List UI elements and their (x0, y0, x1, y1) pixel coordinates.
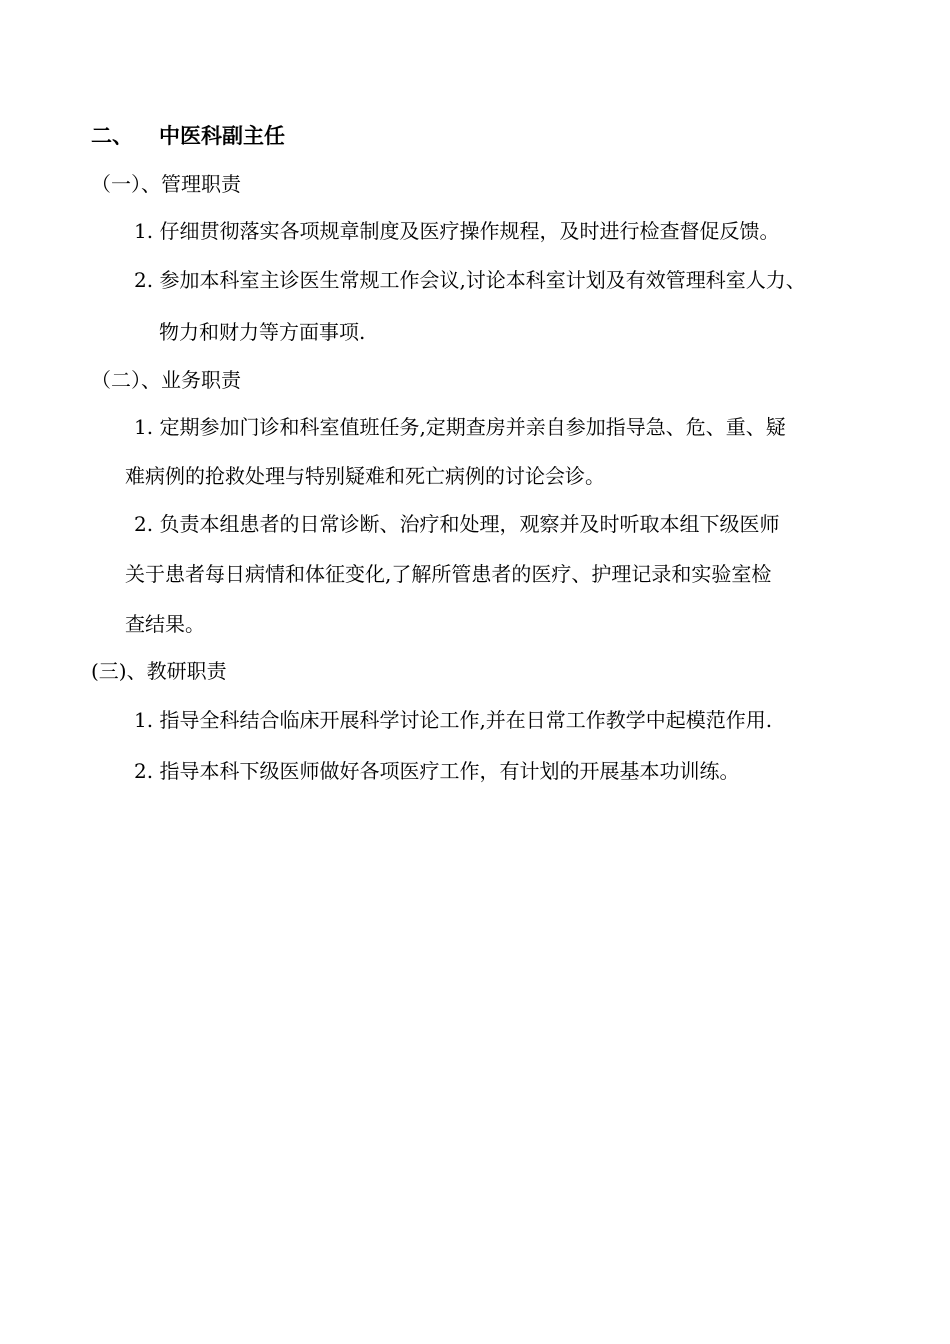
teaching-item-1: 1. 指导全科结合临床开展科学讨论工作,并在日常工作教学中起模范作用. (134, 708, 773, 732)
business-item-2: 2. 负责本组患者的日常诊断、治疗和处理，观察并及时听取本组下级医师 (134, 512, 780, 536)
business-item-2-cont-1: 关于患者每日病情和体征变化,了解所管患者的医疗、护理记录和实验室检 (125, 562, 772, 586)
business-item-2-cont-2: 查结果。 (125, 612, 205, 636)
subsection-title-teaching: (三)、教研职责 (91, 659, 227, 683)
business-item-1: 1. 定期参加门诊和科室值班任务,定期查房并亲自参加指导急、危、重、疑 (134, 415, 786, 439)
management-item-2-cont: 物力和财力等方面事项. (159, 320, 366, 344)
management-item-1: 1. 仔细贯彻落实各项规章制度及医疗操作规程，及时进行检查督促反馈。 (134, 219, 780, 243)
section-heading (91, 124, 285, 148)
management-item-2: 2. 参加本科室主诊医生常规工作会议,讨论本科室计划及有效管理科室人力、 (134, 268, 806, 292)
subsection-title-business: （二）、业务职责 (91, 368, 241, 392)
teaching-item-2: 2. 指导本科下级医师做好各项医疗工作，有计划的开展基本功训练。 (134, 759, 740, 783)
business-item-1-cont: 难病例的抢救处理与特别疑难和死亡病例的讨论会诊。 (125, 464, 605, 488)
subsection-title-management: （一）、管理职责 (91, 172, 241, 196)
heading-number: 二、 (91, 123, 133, 148)
heading-text: 中医科副主任 (159, 123, 285, 148)
